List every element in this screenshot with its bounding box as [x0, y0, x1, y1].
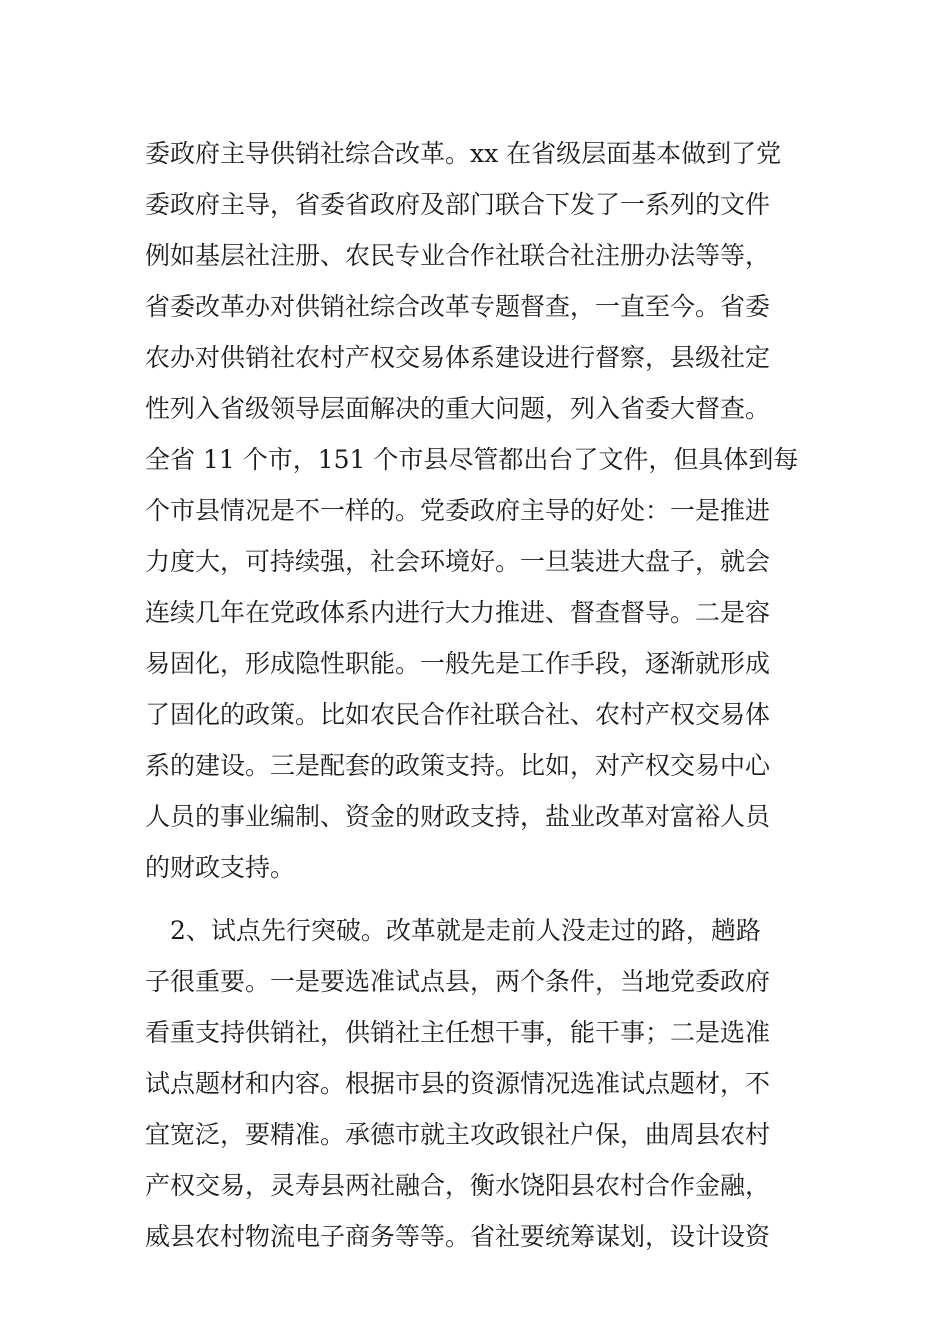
text-line: 农办对供销社农村产权交易体系建设进行督察，县级社定: [145, 343, 771, 372]
text-line: 人员的事业编制、资金的财政支持，盐业改革对富裕人员: [145, 802, 771, 831]
text-line: 性列入省级领导层面解决的重大问题，列入省委大督查。: [145, 394, 771, 423]
text-line: 宜宽泛，要精准。承德市就主攻政银社户保，曲周县农村: [145, 1120, 771, 1149]
text-line: 易固化，形成隐性职能。一般先是工作手段，逐渐就形成: [145, 649, 771, 678]
text-line: 全省 11 个市，151 个市县尽管都出台了文件，但具体到每: [145, 445, 799, 474]
text-line: 威县农村物流电子商务等等。省社要统筹谋划，设计设资: [145, 1222, 771, 1251]
text-line: 例如基层社注册、农民专业合作社联合社注册办法等等，: [145, 241, 771, 270]
paragraph-2: [145, 905, 810, 1262]
text-line: 系的建设。三是配套的政策支持。比如，对产权交易中心: [145, 751, 771, 780]
text-line: 产权交易，灵寿县两社融合，衡水饶阳县农村合作金融，: [145, 1171, 771, 1200]
text-line: 看重支持供销社，供销社主任想干事，能干事；二是选准: [145, 1018, 771, 1047]
text-line: 个市县情况是不一样的。党委政府主导的好处：一是推进: [145, 496, 771, 525]
text-line: 的财政支持。: [145, 853, 296, 882]
text-line: 2、试点先行突破。改革就是走前人没走过的路，趟路: [145, 916, 761, 945]
text-line: 委政府主导，省委省政府及部门联合下发了一系列的文件: [145, 190, 771, 219]
text-line: 了固化的政策。比如农民合作社联合社、农村产权交易体: [145, 700, 771, 729]
text-line: 省委改革办对供销社综合改革专题督查，一直至今。省委: [145, 292, 771, 321]
paragraph-spacing: [145, 893, 810, 905]
text-line: 试点题材和内容。根据市县的资源情况选准试点题材，不: [145, 1069, 771, 1098]
text-line: 连续几年在党政体系内进行大力推进、督查督导。二是容: [145, 598, 771, 627]
text-line: 子很重要。一是要选准试点县，两个条件，当地党委政府: [145, 967, 771, 996]
text-line: 委政府主导供销社综合改革。xx 在省级层面基本做到了党: [145, 139, 782, 168]
text-line: 力度大，可持续强，社会环境好。一旦装进大盘子，就会: [145, 547, 771, 576]
body-text: [145, 128, 810, 1262]
paragraph-1: [145, 128, 810, 893]
